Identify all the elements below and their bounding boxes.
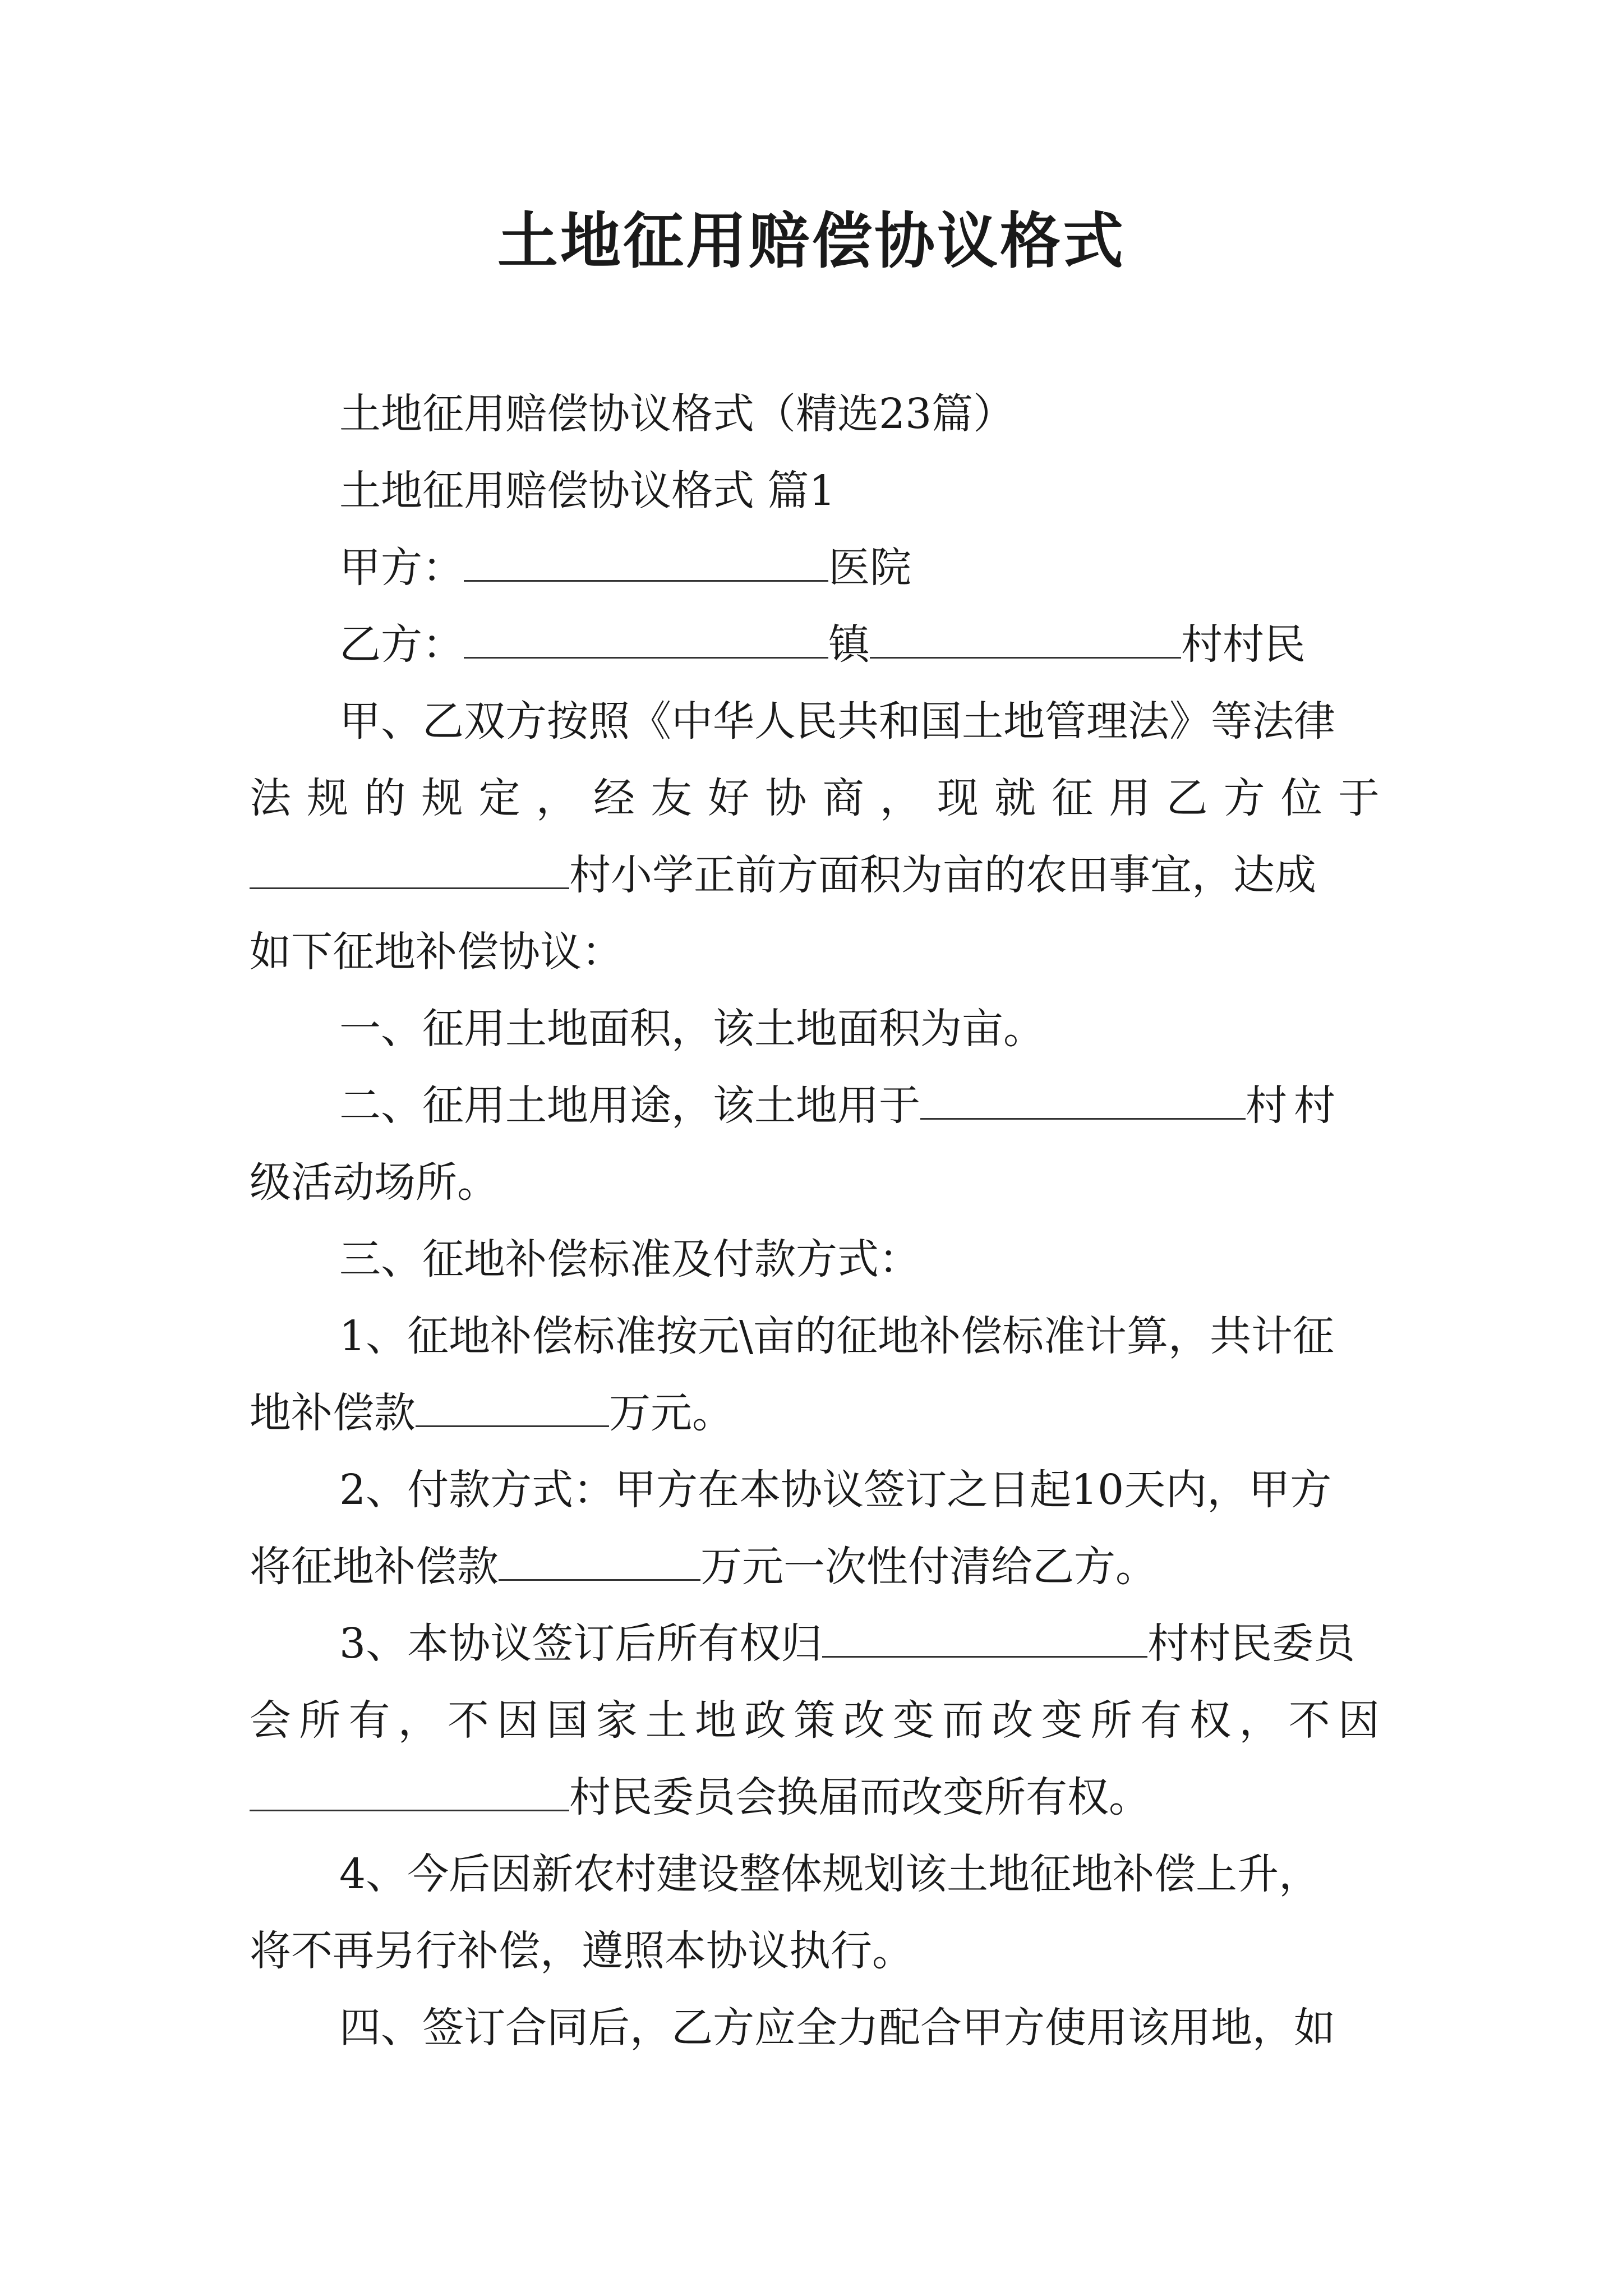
item-1: 一、征用土地面积，该土地面积为亩。: [339, 1005, 1045, 1053]
justified-char: 所: [1090, 1696, 1132, 1745]
justified-char: 改: [992, 1696, 1034, 1745]
party-b-line: [250, 606, 1380, 683]
intro-line-2: [250, 760, 1380, 837]
justified-char: 好: [708, 774, 750, 822]
sub-3-blank-1: [822, 1612, 1147, 1658]
party-b-blank-town: [464, 613, 828, 659]
sub-3-blank-2: [250, 1766, 569, 1811]
sub-1-line-2: [250, 1375, 1380, 1452]
justified-char: 定: [478, 774, 520, 822]
party-b-suffix: 村村民: [1181, 620, 1306, 669]
party-a-label: 甲方：: [339, 544, 464, 592]
justified-char: 用: [1109, 774, 1151, 822]
subtitle: 土地征用赔偿协议格式（精选23篇）: [339, 390, 1015, 438]
justified-char: 位: [1280, 774, 1322, 822]
item-2-suffix: 村村: [1246, 1082, 1342, 1130]
intro-blank-village: [250, 844, 569, 889]
sub-4-line-2: 将不再另行补偿，遵照本协议执行。: [250, 1927, 914, 1975]
item-2-line-1: [250, 1068, 1380, 1144]
justified-char: 就: [994, 774, 1036, 822]
document-body: [250, 376, 1380, 2067]
sub-3-prefix: 3、本协议签订后所有权归: [339, 1619, 823, 1668]
justified-char: 友: [651, 774, 693, 822]
sub-4-line-1: 4、今后因新农村建设整体规划该土地征地补偿上升，: [339, 1850, 1321, 1898]
justified-char: ，: [1239, 1696, 1281, 1745]
justified-char: 协: [765, 774, 807, 822]
justified-char: 变: [892, 1696, 934, 1745]
sub-3-suffix: 村村民委员: [1147, 1619, 1355, 1668]
party-b-mid: 镇: [828, 620, 870, 669]
justified-char: 因: [1338, 1696, 1380, 1745]
item-2-prefix: 二、征用土地用途，该土地用于: [339, 1082, 920, 1130]
sub-1-suffix: 万元。: [609, 1389, 734, 1437]
justified-char: ，: [536, 774, 578, 822]
justified-char: 国: [546, 1696, 588, 1745]
justified-char: 政: [744, 1696, 786, 1745]
item-4: 四、签订合同后，乙方应全力配合甲方使用该用地，如: [339, 2004, 1335, 2052]
justified-char: 的: [364, 774, 406, 822]
justified-char: 而: [942, 1696, 984, 1745]
justified-char: ，: [398, 1696, 440, 1745]
party-a-suffix: 医院: [828, 544, 911, 592]
justified-char: 规: [421, 774, 463, 822]
sub-3-line-1: [250, 1605, 1380, 1682]
item-2-line-2: 级活动场所。: [250, 1158, 499, 1207]
party-a-blank: [464, 536, 828, 582]
intro-line-3-text: 村小学正前方面积为亩的农田事宜，达成: [569, 851, 1316, 899]
justified-char: ，: [879, 774, 921, 822]
party-b-blank-village: [870, 613, 1181, 659]
sub-3-line-3: [250, 1759, 1380, 1836]
justified-char: 乙: [1166, 774, 1208, 822]
justified-char: 商: [822, 774, 864, 822]
justified-char: 因: [497, 1696, 539, 1745]
sub-2-blank: [499, 1535, 700, 1581]
sub-2-line-1: 2、付款方式：甲方在本协议签订之日起10天内，甲方: [339, 1466, 1332, 1514]
justified-char: 规: [307, 774, 349, 822]
justified-char: 现: [937, 774, 979, 822]
justified-char: 有: [1140, 1696, 1182, 1745]
justified-char: 征: [1052, 774, 1094, 822]
justified-char: 变: [1041, 1696, 1083, 1745]
sub-1-blank: [416, 1382, 609, 1427]
justified-char: 权: [1189, 1696, 1232, 1745]
sub-3-line-2: [250, 1682, 1380, 1759]
sub-2-line-2: [250, 1529, 1380, 1605]
justified-char: 法: [250, 774, 291, 822]
justified-char: 于: [1338, 774, 1380, 822]
section-heading: 土地征用赔偿协议格式 篇1: [339, 467, 836, 515]
justified-char: 家: [596, 1696, 638, 1745]
sub-2-suffix: 万元一次性付清给乙方。: [700, 1543, 1157, 1591]
intro-line-1: 甲、乙双方按照《中华人民共和国土地管理法》等法律: [339, 697, 1335, 746]
item-3: 三、征地补偿标准及付款方式：: [339, 1235, 920, 1283]
justified-char: 策: [794, 1696, 836, 1745]
justified-char: 方: [1223, 774, 1265, 822]
justified-char: 地: [694, 1696, 736, 1745]
sub-1-line-1: 1、征地补偿标准按元\亩的征地补偿标准计算，共计征: [339, 1312, 1335, 1360]
justified-char: 会: [250, 1696, 291, 1745]
item-2-blank: [920, 1074, 1246, 1120]
sub-2-prefix: 将征地补偿款: [250, 1543, 499, 1591]
justified-char: 不: [447, 1696, 489, 1745]
justified-char: 经: [593, 774, 635, 822]
justified-char: 土: [645, 1696, 687, 1745]
document-title: 土地征用赔偿协议格式: [497, 206, 1126, 277]
justified-char: 所: [299, 1696, 341, 1745]
sub-1-prefix: 地补偿款: [250, 1389, 416, 1437]
intro-line-4: 如下征地补偿协议：: [250, 928, 623, 976]
sub-3-line-3-text: 村民委员会换届而改变所有权。: [569, 1773, 1150, 1821]
justified-char: 有: [348, 1696, 390, 1745]
justified-char: 不: [1288, 1696, 1330, 1745]
party-b-label: 乙方：: [339, 620, 464, 669]
intro-line-3: [250, 837, 1380, 914]
justified-char: 改: [843, 1696, 885, 1745]
party-a-line: [250, 530, 1380, 606]
